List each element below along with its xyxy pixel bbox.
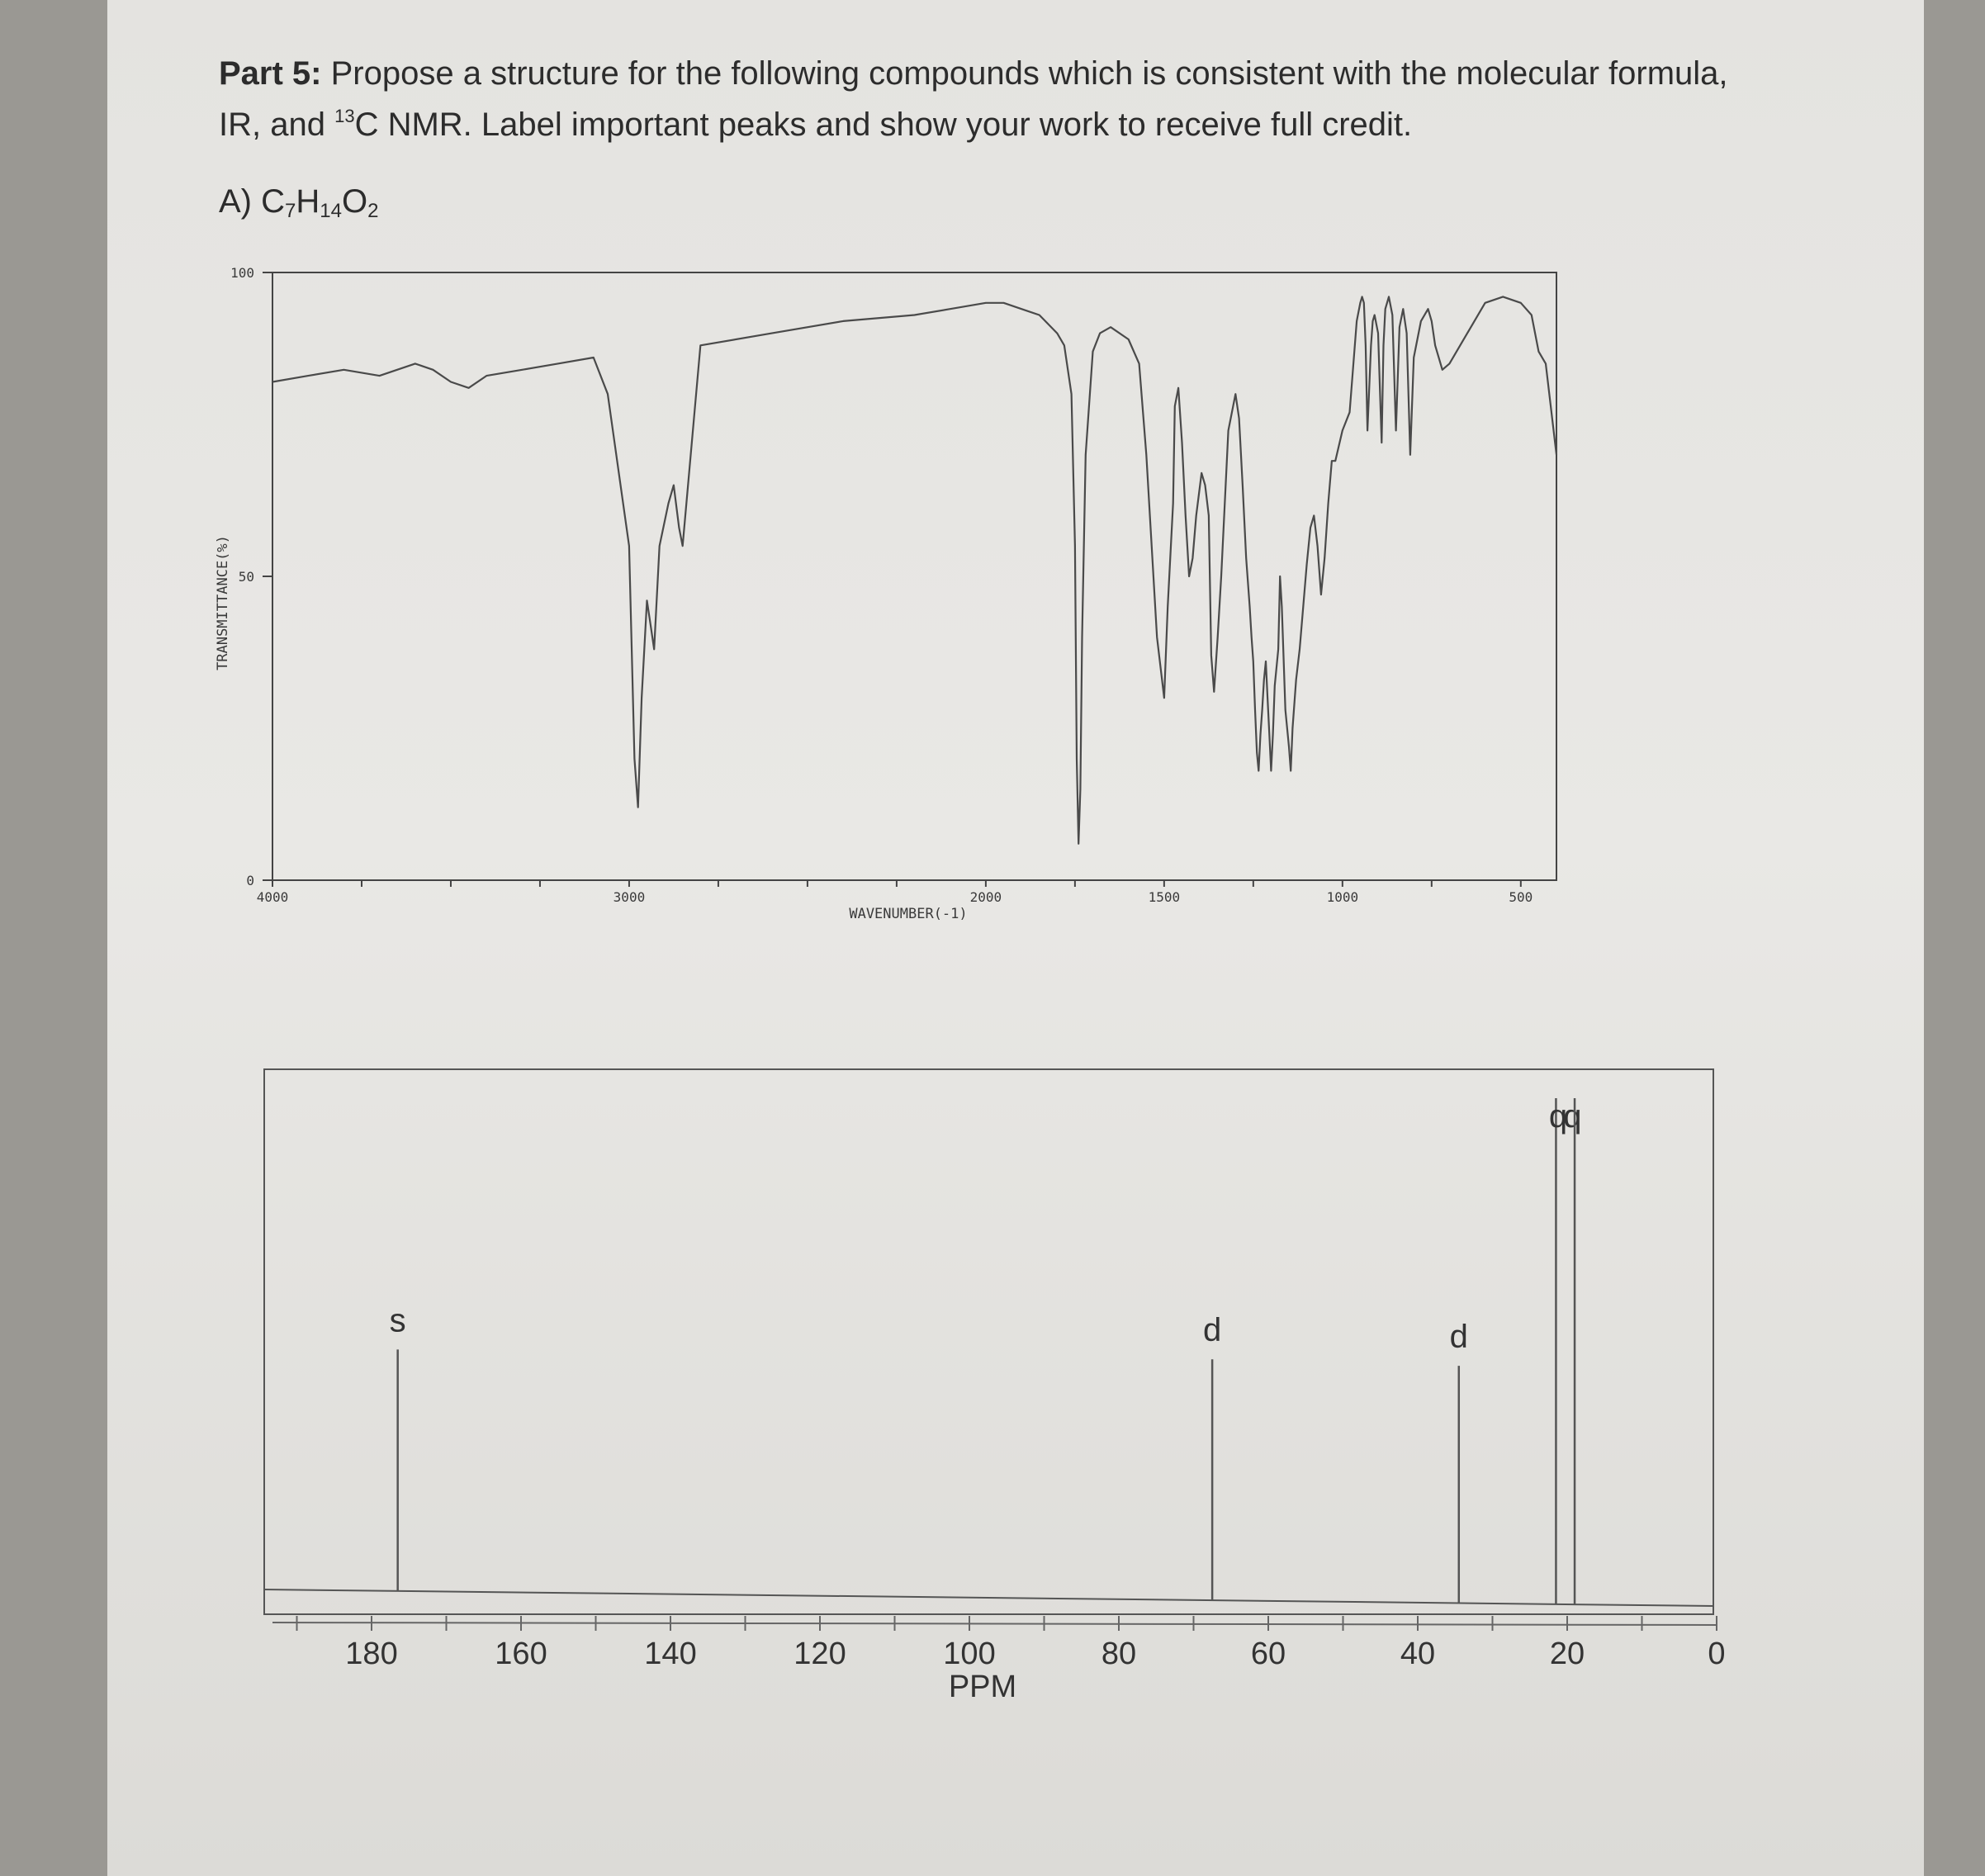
ir-x-tick-label: 500 (1509, 889, 1533, 905)
formula-prefix: A) C (219, 183, 285, 220)
nmr-peak-label: d (1203, 1312, 1222, 1349)
ir-x-tick-label: 2000 (969, 889, 1002, 905)
nmr-x-tick-label: 160 (495, 1637, 547, 1671)
question-line2-b: C NMR. Label important peaks and show your work to receive full credit. (354, 107, 1413, 143)
nmr-peak-label: q (1563, 1098, 1582, 1135)
isotope-mass: 13 (334, 106, 355, 126)
ir-x-tick-label: 4000 (256, 889, 289, 905)
ir-spectrum-line (272, 296, 1556, 843)
nmr-x-tick-label: 140 (644, 1637, 697, 1671)
nmr-x-tick-label: 0 (1708, 1637, 1726, 1671)
nmr-x-axis-label: PPM (948, 1670, 1017, 1704)
ir-plot-frame (272, 272, 1556, 880)
nmr-baseline (264, 1589, 1713, 1606)
ir-y-axis-label: TRANSMITTANCE(%) (215, 535, 231, 670)
formula-o-count: 2 (367, 200, 379, 222)
ir-x-axis-label: WAVENUMBER(-1) (849, 906, 968, 922)
nmr-chart-layer (272, 1098, 1726, 1671)
nmr-plot-frame (264, 1069, 1713, 1614)
formula-h-count: 14 (320, 200, 342, 222)
nmr-peak-label: q (1548, 1098, 1568, 1135)
formula-h: H (296, 183, 320, 220)
ir-x-tick-label: 1000 (1326, 889, 1359, 905)
part-label: Part 5: (219, 55, 322, 92)
ir-y-tick-label: 100 (230, 265, 254, 281)
nmr-x-tick-label: 180 (345, 1637, 398, 1671)
nmr-x-tick-label: 80 (1101, 1637, 1137, 1671)
nmr-peak-label: s (389, 1302, 406, 1339)
ir-chart-layer (230, 265, 1556, 905)
nmr-x-axis (272, 1623, 1717, 1625)
nmr-x-tick-label: 120 (794, 1637, 846, 1671)
formula-o: O (341, 183, 368, 220)
formula-c-count: 7 (285, 200, 296, 222)
ir-y-tick-label: 50 (238, 569, 254, 585)
ir-y-tick-label: 0 (246, 873, 254, 888)
question-line1: Propose a structure for the following compounds which is consistent with the molecular formula, (330, 55, 1728, 92)
ir-x-tick-label: 3000 (613, 889, 646, 905)
nmr-peak-label: d (1449, 1319, 1468, 1356)
nmr-x-tick-label: 20 (1549, 1637, 1585, 1671)
nmr-x-tick-label: 60 (1250, 1637, 1286, 1671)
nmr-x-tick-label: 40 (1400, 1637, 1436, 1671)
question-line2-a: IR, and (219, 107, 325, 143)
nmr-x-tick-label: 100 (943, 1637, 996, 1671)
ir-x-tick-label: 1500 (1148, 889, 1181, 905)
